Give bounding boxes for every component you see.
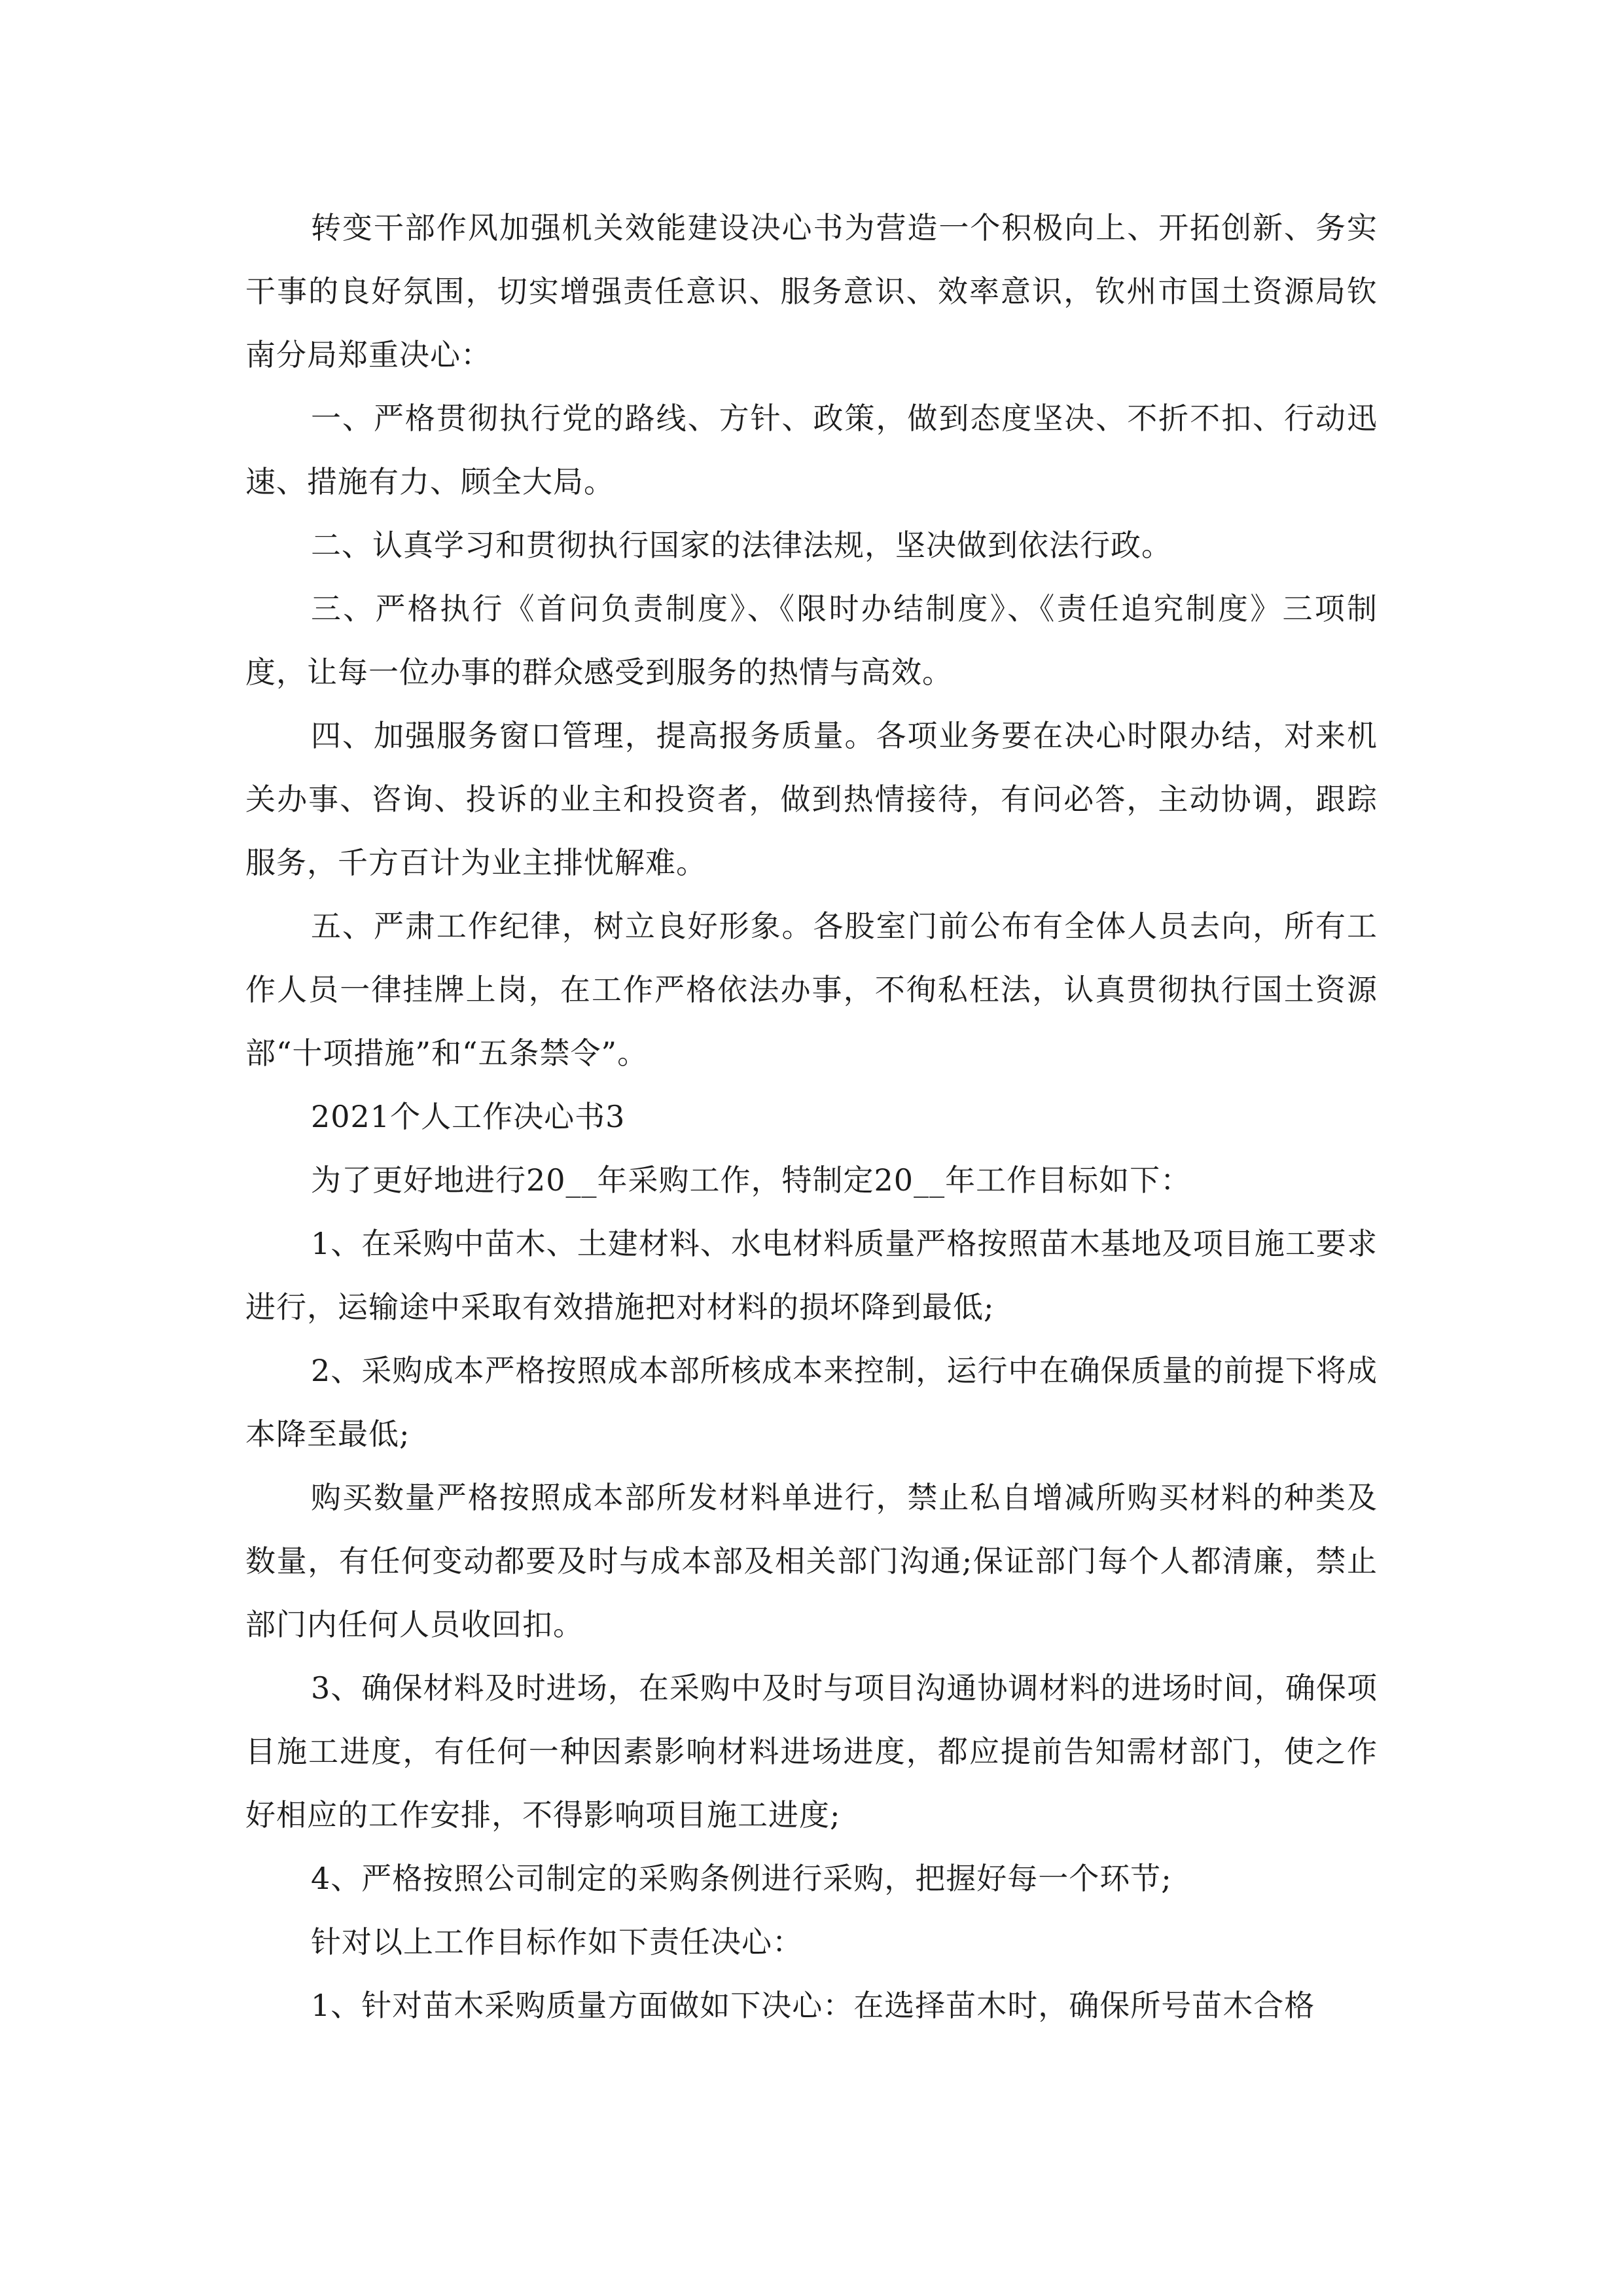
- paragraph-purchase-intro: 为了更好地进行20__年采购工作，特制定20__年工作目标如下：: [311, 1162, 1192, 1198]
- paragraph-goal-4: 4、严格按照公司制定的采购条例进行采购，把握好每一个环节;: [311, 1861, 1172, 1896]
- paragraph-goal-3: 3、确保材料及时进场，在采购中及时与项目沟通协调材料的进场时间，确保项目施工进度，有任何一种因素影响材料进场进度，都应提前告知需材部门，使之作好相应的工作安排，不得影响项目施工进度;: [245, 1670, 1378, 1833]
- paragraph-goal-quantity: 购买数量严格按照成本部所发材料单进行，禁止私自增减所购买材料的种类及数量，有任何变动都要及时与成本部及相关部门沟通;保证部门每个人都清廉，禁止部门内任何人员收回扣。: [245, 1480, 1378, 1642]
- paragraph-item-5: 五、严肃工作纪律，树立良好形象。各股室门前公布有全体人员去向，所有工作人员一律挂牌上岗，在工作严格依法办事，不徇私枉法，认真贯彻执行国土资源部“十项措施”和“五条禁令”。: [245, 908, 1378, 1071]
- paragraph-responsibility-intro: 针对以上工作目标作如下责任决心：: [311, 1924, 803, 1960]
- paragraph-item-3: 三、严格执行《首问负责制度》、《限时办结制度》、《责任追究制度》三项制度，让每一位办事的群众感受到服务的热情与高效。: [245, 591, 1378, 690]
- paragraph-item-4: 四、加强服务窗口管理，提高报务质量。各项业务要在决心时限办结，对来机关办事、咨询、投诉的业主和投资者，做到热情接待，有问必答，主动协调，跟踪服务，千方百计为业主排忧解难。: [245, 718, 1378, 880]
- paragraph-responsibility-1: 1、针对苗木采购质量方面做如下决心：在选择苗木时，确保所号苗木合格: [311, 1988, 1315, 2023]
- section-heading: 2021个人工作决心书3: [311, 1099, 626, 1134]
- paragraph-item-2: 二、认真学习和贯彻执行国家的法律法规，坚决做到依法行政。: [311, 528, 1172, 563]
- paragraph-intro: 转变干部作风加强机关效能建设决心书为营造一个积极向上、开拓创新、务实干事的良好氛围，切实增强责任意识、服务意识、效率意识，钦州市国土资源局钦南分局郑重决心：: [245, 210, 1378, 372]
- paragraph-goal-1: 1、在采购中苗木、土建材料、水电材料质量严格按照苗木基地及项目施工要求进行，运输途中采取有效措施把对材料的损坏降到最低;: [245, 1226, 1378, 1325]
- document-body: [245, 196, 1378, 2037]
- paragraph-item-1: 一、严格贯彻执行党的路线、方针、政策，做到态度坚决、不折不扣、行动迅速、措施有力、顾全大局。: [245, 401, 1378, 499]
- paragraph-goal-2: 2、采购成本严格按照成本部所核成本来控制，运行中在确保质量的前提下将成本降至最低;: [245, 1353, 1378, 1452]
